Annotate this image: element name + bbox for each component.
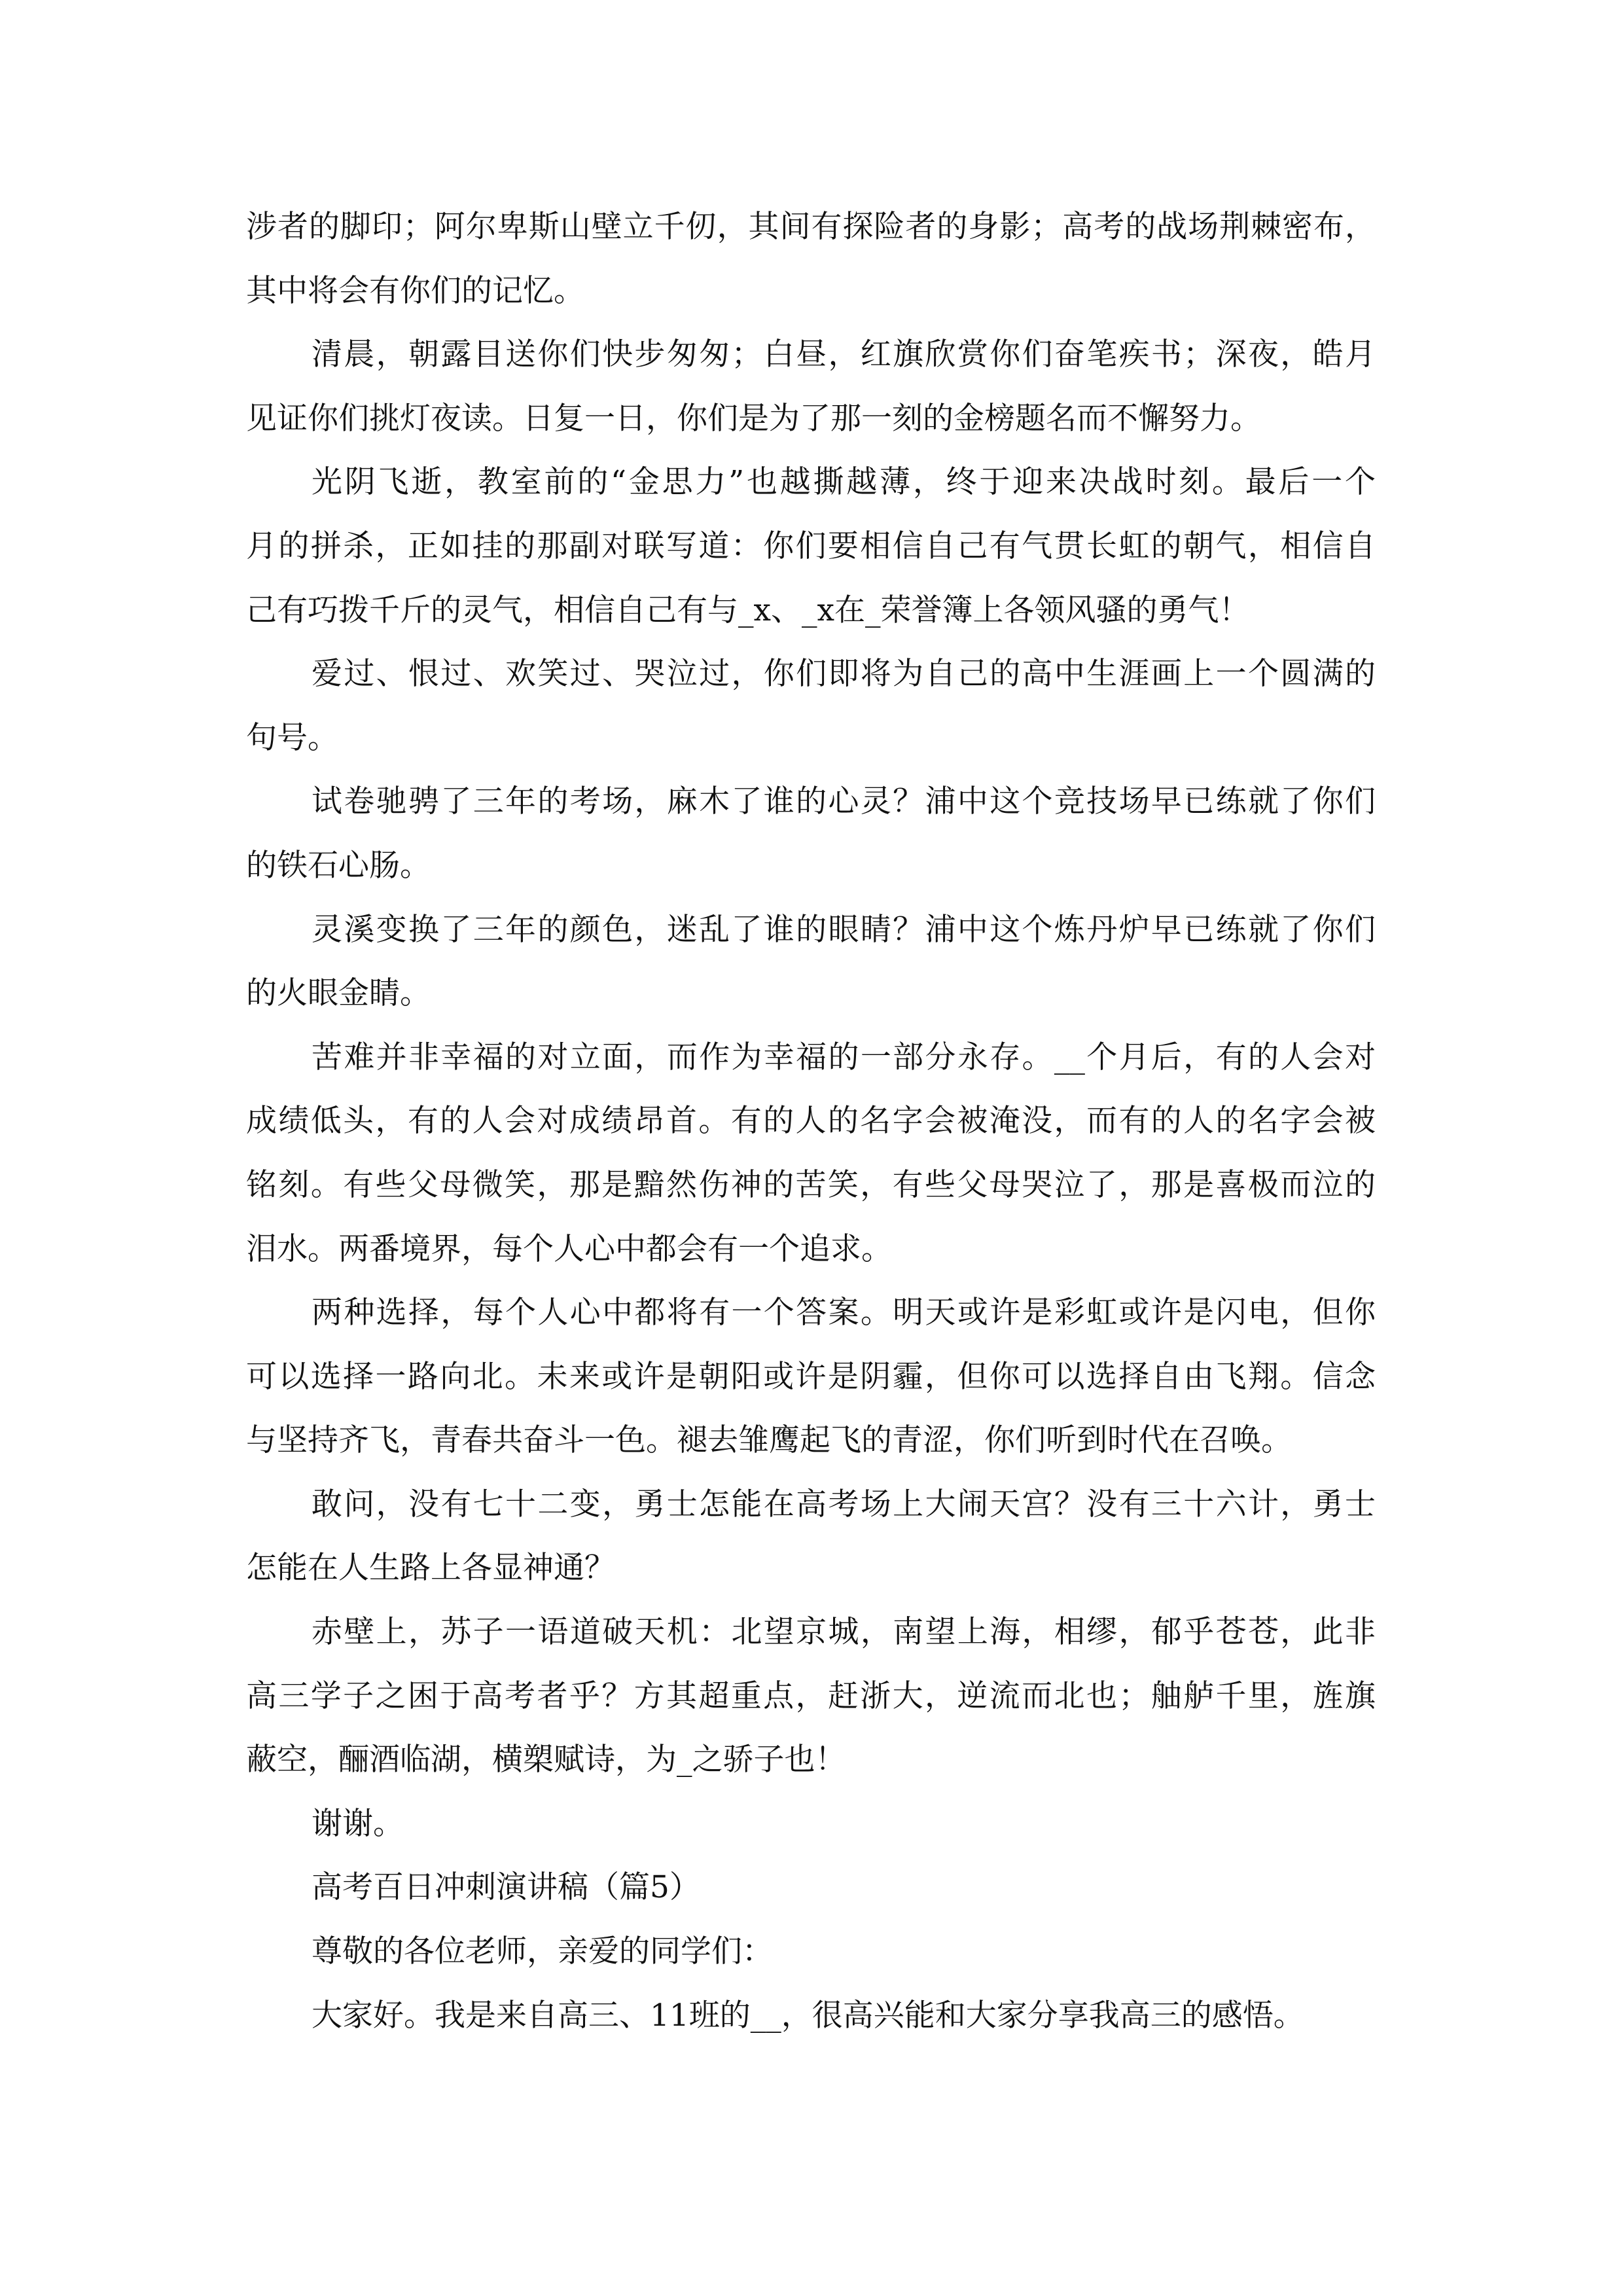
text-line: 苦难并非幸福的对立面，而作为幸福的一部分永存。__个月后，有的人会对 [312, 1039, 1376, 1075]
text-line: 两种选择，每个人心中都将有一个答案。明天或许是彩虹或许是闪电，但你 [312, 1295, 1376, 1331]
document-body [246, 195, 1376, 2047]
text-line: 月的拼杀，正如挂的那副对联写道：你们要相信自己有气贯长虹的朝气，相信自 [246, 528, 1376, 564]
text-line: 的铁石心肠。 [246, 847, 431, 884]
text-line: 高三学子之困于高考者乎？方其超重点，赶浙大，逆流而北也；舳舻千里，旌旗 [246, 1677, 1376, 1714]
text-line: 铭刻。有些父母微笑，那是黯然伤神的苦笑，有些父母哭泣了，那是喜极而泣的 [246, 1166, 1376, 1203]
text-line: 清晨，朝露目送你们快步匆匆；白昼，红旗欣赏你们奋笔疾书；深夜，皓月 [312, 336, 1376, 373]
text-line: 涉者的脚印；阿尔卑斯山壁立千仞，其间有探险者的身影；高考的战场荆棘密布， [246, 209, 1376, 245]
text-line: 的火眼金睛。 [246, 975, 431, 1012]
text-line: 蔽空，酾酒临湖，横槊赋诗，为_之骄子也！ [246, 1742, 846, 1778]
paragraph [246, 195, 1376, 323]
paragraph [246, 898, 1376, 1026]
opening-line: 大家好。我是来自高三、11班的__，很高兴能和大家分享我高三的感悟。 [312, 1997, 1304, 2034]
text-line: 己有巧拨千斤的灵气，相信自己有与_x、_x在_荣誉簿上各领风骚的勇气！ [246, 592, 1250, 628]
text-line: 试卷驰骋了三年的考场，麻木了谁的心灵？浦中这个竞技场早已练就了你们 [312, 783, 1376, 820]
text-line: 其中将会有你们的记忆。 [246, 272, 584, 309]
paragraph [246, 1026, 1376, 1281]
salutation: 尊敬的各位老师，亲爱的同学们： [312, 1933, 773, 1970]
text-line: 光阴飞逝，教室前的“金思力”也越撕越薄，终于迎来决战时刻。最后一个 [312, 464, 1376, 501]
paragraph [246, 770, 1376, 897]
paragraph [246, 642, 1376, 770]
paragraph [246, 323, 1376, 450]
text-line: 句号。 [246, 719, 338, 756]
text-line: 与坚持齐飞，青春共奋斗一色。褪去雏鹰起飞的青涩，你们听到时代在召唤。 [246, 1422, 1292, 1459]
closing-thanks: 谢谢。 [312, 1805, 404, 1842]
text-line: 见证你们挑灯夜读。日复一日，你们是为了那一刻的金榜题名而不懈努力。 [246, 400, 1261, 437]
paragraph [246, 1473, 1376, 1600]
text-line: 泪水。两番境界，每个人心中都会有一个追求。 [246, 1230, 892, 1267]
text-line: 灵溪变换了三年的颜色，迷乱了谁的眼睛？浦中这个炼丹炉早已练就了你们 [312, 911, 1376, 948]
paragraph [246, 1792, 1376, 1856]
text-line: 爱过、恨过、欢笑过、哭泣过，你们即将为自己的高中生涯画上一个圆满的 [312, 656, 1376, 692]
text-line: 敢问，没有七十二变，勇士怎能在高考场上大闹天宫？没有三十六计，勇士 [312, 1486, 1376, 1522]
section-heading: 高考百日冲刺演讲稿（篇5） [312, 1869, 700, 1906]
text-line: 成绩低头，有的人会对成绩昂首。有的人的名字会被淹没，而有的人的名字会被 [246, 1103, 1376, 1139]
text-line: 可以选择一路向北。未来或许是朝阳或许是阴霾，但你可以选择自由飞翔。信念 [246, 1358, 1376, 1395]
paragraph [246, 1600, 1376, 1792]
paragraph [246, 450, 1376, 642]
text-line: 赤壁上，苏子一语道破天机：北望京城，南望上海，相缪，郁乎苍苍，此非 [312, 1614, 1376, 1651]
text-line: 怎能在人生路上各显神通？ [246, 1550, 615, 1587]
paragraph [246, 1281, 1376, 1473]
